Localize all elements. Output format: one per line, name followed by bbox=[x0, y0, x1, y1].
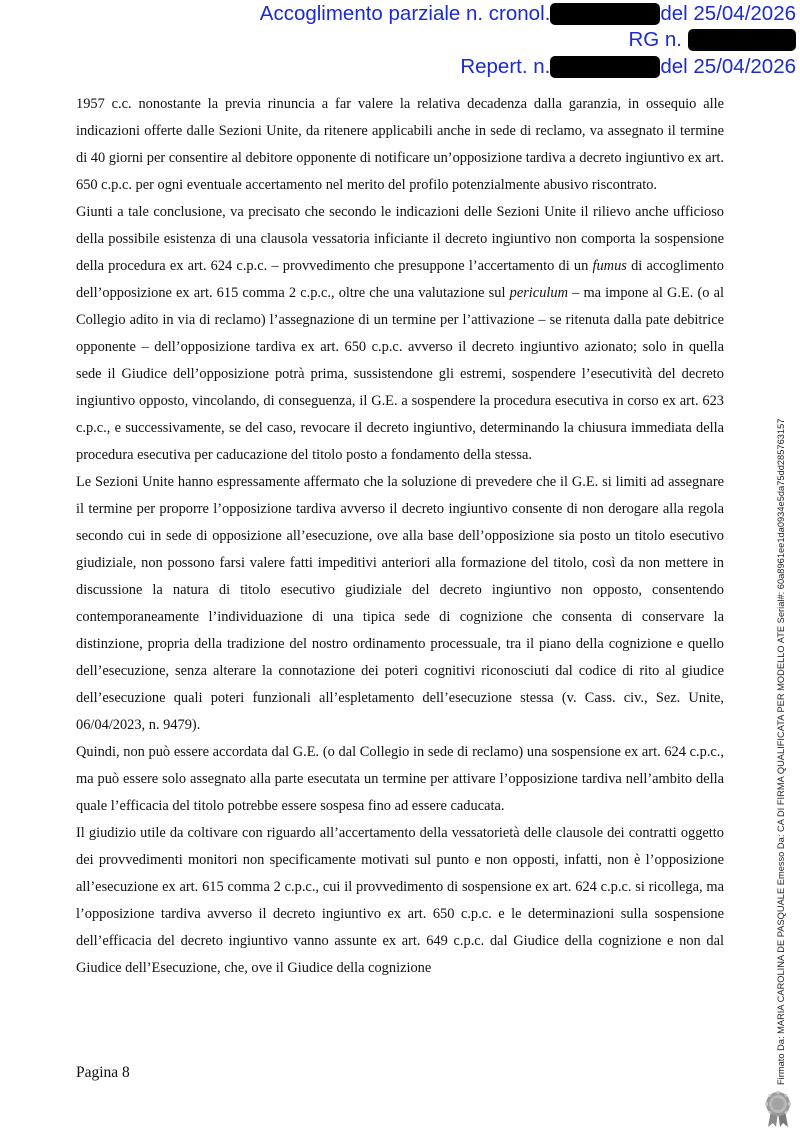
header-repert-label: Repert. n. bbox=[460, 55, 551, 78]
italic-term-periculum: periculum bbox=[509, 285, 568, 301]
page-number: Pagina 8 bbox=[76, 1064, 130, 1081]
paragraph bbox=[76, 820, 724, 982]
paragraph bbox=[76, 739, 724, 820]
paragraph-text: – ma impone al G.E. (o al Collegio adito in via di reclamo) l’assegnazione di un termine per l’attivazione – se ritenuta dalla pate debitrice opponente – dell’opposizione tardiva ex art. 650 c.p.c. avverso il decreto ingiuntivo azionato; solo in quella sede il Giudice dell’opposizione potrà prima, sussistendone gli estremi, sospendere l’esecutività del decreto ingiuntivo opposto, vincolando, di conseguenza, il G.E. a sospendere la procedura esecutiva in corso ex art. 623 c.p.c., e successivamente, se del caso, revocare il decreto ingiuntivo, determinando la chiusura immediata della procedura esecutiva per caducazione del titolo posto a fondamento della stessa. bbox=[76, 285, 724, 463]
redaction-rg-number bbox=[688, 29, 796, 51]
header-cronol-date: del 25/04/2026 bbox=[660, 2, 796, 25]
italic-term-fumus: fumus bbox=[592, 258, 627, 274]
header-line-rg bbox=[628, 28, 796, 52]
redaction-cronol-number bbox=[550, 3, 660, 25]
header-line-cronol bbox=[260, 2, 796, 26]
redaction-repert-number bbox=[550, 56, 660, 78]
header-line-repert bbox=[460, 55, 796, 79]
paragraph-text: 1957 c.c. nonostante la previa rinuncia a far valere la relativa decadenza dalla garanzia, in ossequio alle indicazioni offerte dalle Sezioni Unite, da ritenere applicabili anche in sede di reclamo, va assegnato il termine di 40 giorni per consentire al debitore opponente di notificare un’opposizione tardiva a decreto ingiuntivo ex art. 650 c.p.c. per ogni eventuale accertamento nel merito del profilo potenzialmente abusivo riscontrato. bbox=[76, 96, 724, 193]
paragraph bbox=[76, 91, 724, 199]
paragraph-text: Quindi, non può essere accordata dal G.E. (o dal Collegio in sede di reclamo) una sospensione ex art. 624 c.p.c., ma può essere solo assegnato alla parte esecutata un termine per attivare l’opposizione tardiva nell’ambito della quale l’efficacia del titolo potrebbe essere sospesa fino ad essere caducata. bbox=[76, 744, 724, 814]
paragraph-text: Il giudizio utile da coltivare con riguardo all’accertamento della vessatorietà delle clausole dei contratti oggetto dei provvedimenti monitori non specificamente motivati sul punto e non opposti, infatti, non è l’opposizione all’esecuzione ex art. 615 comma 2 c.p.c., cui il provvedimento di sospensione ex art. 624 c.p.c. si ricollega, ma l’opposizione tardiva avverso il decreto ingiuntivo ex art. 650 c.p.c. e le determinazioni sulla sospensione dell’efficacia del decreto ingiuntivo vanno assunte ex art. 649 c.p.c. dal Giudice della cognizione e non dal Giudice dell’Esecuzione, che, ove il Giudice della cognizione bbox=[76, 825, 724, 976]
paragraph-text: Giunti a tale conclusione, va precisato che secondo le indicazioni delle Sezioni Unite il rilievo anche ufficioso della possibile esistenza di una clausola vessatoria inficiante il decreto ingiuntivo non comporta la sospensione della procedura ex art. 624 c.p.c. – provvedimento che presuppone l’accertamento di un bbox=[76, 204, 724, 274]
paragraph bbox=[76, 199, 724, 469]
header-rg-label: RG n. bbox=[628, 28, 682, 51]
document-body bbox=[76, 91, 724, 982]
paragraph bbox=[76, 469, 724, 739]
header-repert-date: del 25/04/2026 bbox=[660, 55, 796, 78]
paragraph-text: di accoglimento dell’opposizione ex art. 615 comma 2 c.p.c., oltre che una valutazione sul bbox=[76, 258, 724, 301]
certificate-seal-icon bbox=[762, 1090, 794, 1128]
paragraph-text: Le Sezioni Unite hanno espressamente affermato che la soluzione di prevedere che il G.E. si limiti ad assegnare il termine per proporre l’opposizione tardiva avverso il decreto ingiuntivo consente di non derogare alla regola secondo cui in sede di opposizione all’esecuzione, ove alla base dell’opposizione sia posto un titolo esecutivo giudiziale, non possono farsi valere fatti impeditivi anteriori alla formazione del titolo, così da non mettere in discussione la natura di titolo esecutivo giudiziale del decreto ingiuntivo non opposto, consentendo contemporaneamente l’individuazione di una tipica sede di cognizione che consenta di conservare la distinzione, propria della tradizione del nostro ordinamento processuale, tra il piano della cognizione e quello dell’esecuzione, senza alterare la connotazione dei poteri cognitivi riconosciuti dal codice di rito al giudice dell’esecuzione quali poteri funzionali all’espletamento dell’esecuzione stessa (v. Cass. civ., Sez. Unite, 06/04/2023, n. 9479). bbox=[76, 474, 724, 733]
document-header bbox=[0, 0, 800, 82]
header-cronol-label: Accoglimento parziale n. cronol. bbox=[259, 2, 551, 25]
digital-signature-text: Firmato Da: MARIA CAROLINA DE PASQUALE Emesso Da: CA DI FIRMA QUALIFICATA PER MODELLO ATE Serial#: 60a8961ee1da0934e5da75dd285763157 bbox=[776, 418, 786, 1085]
